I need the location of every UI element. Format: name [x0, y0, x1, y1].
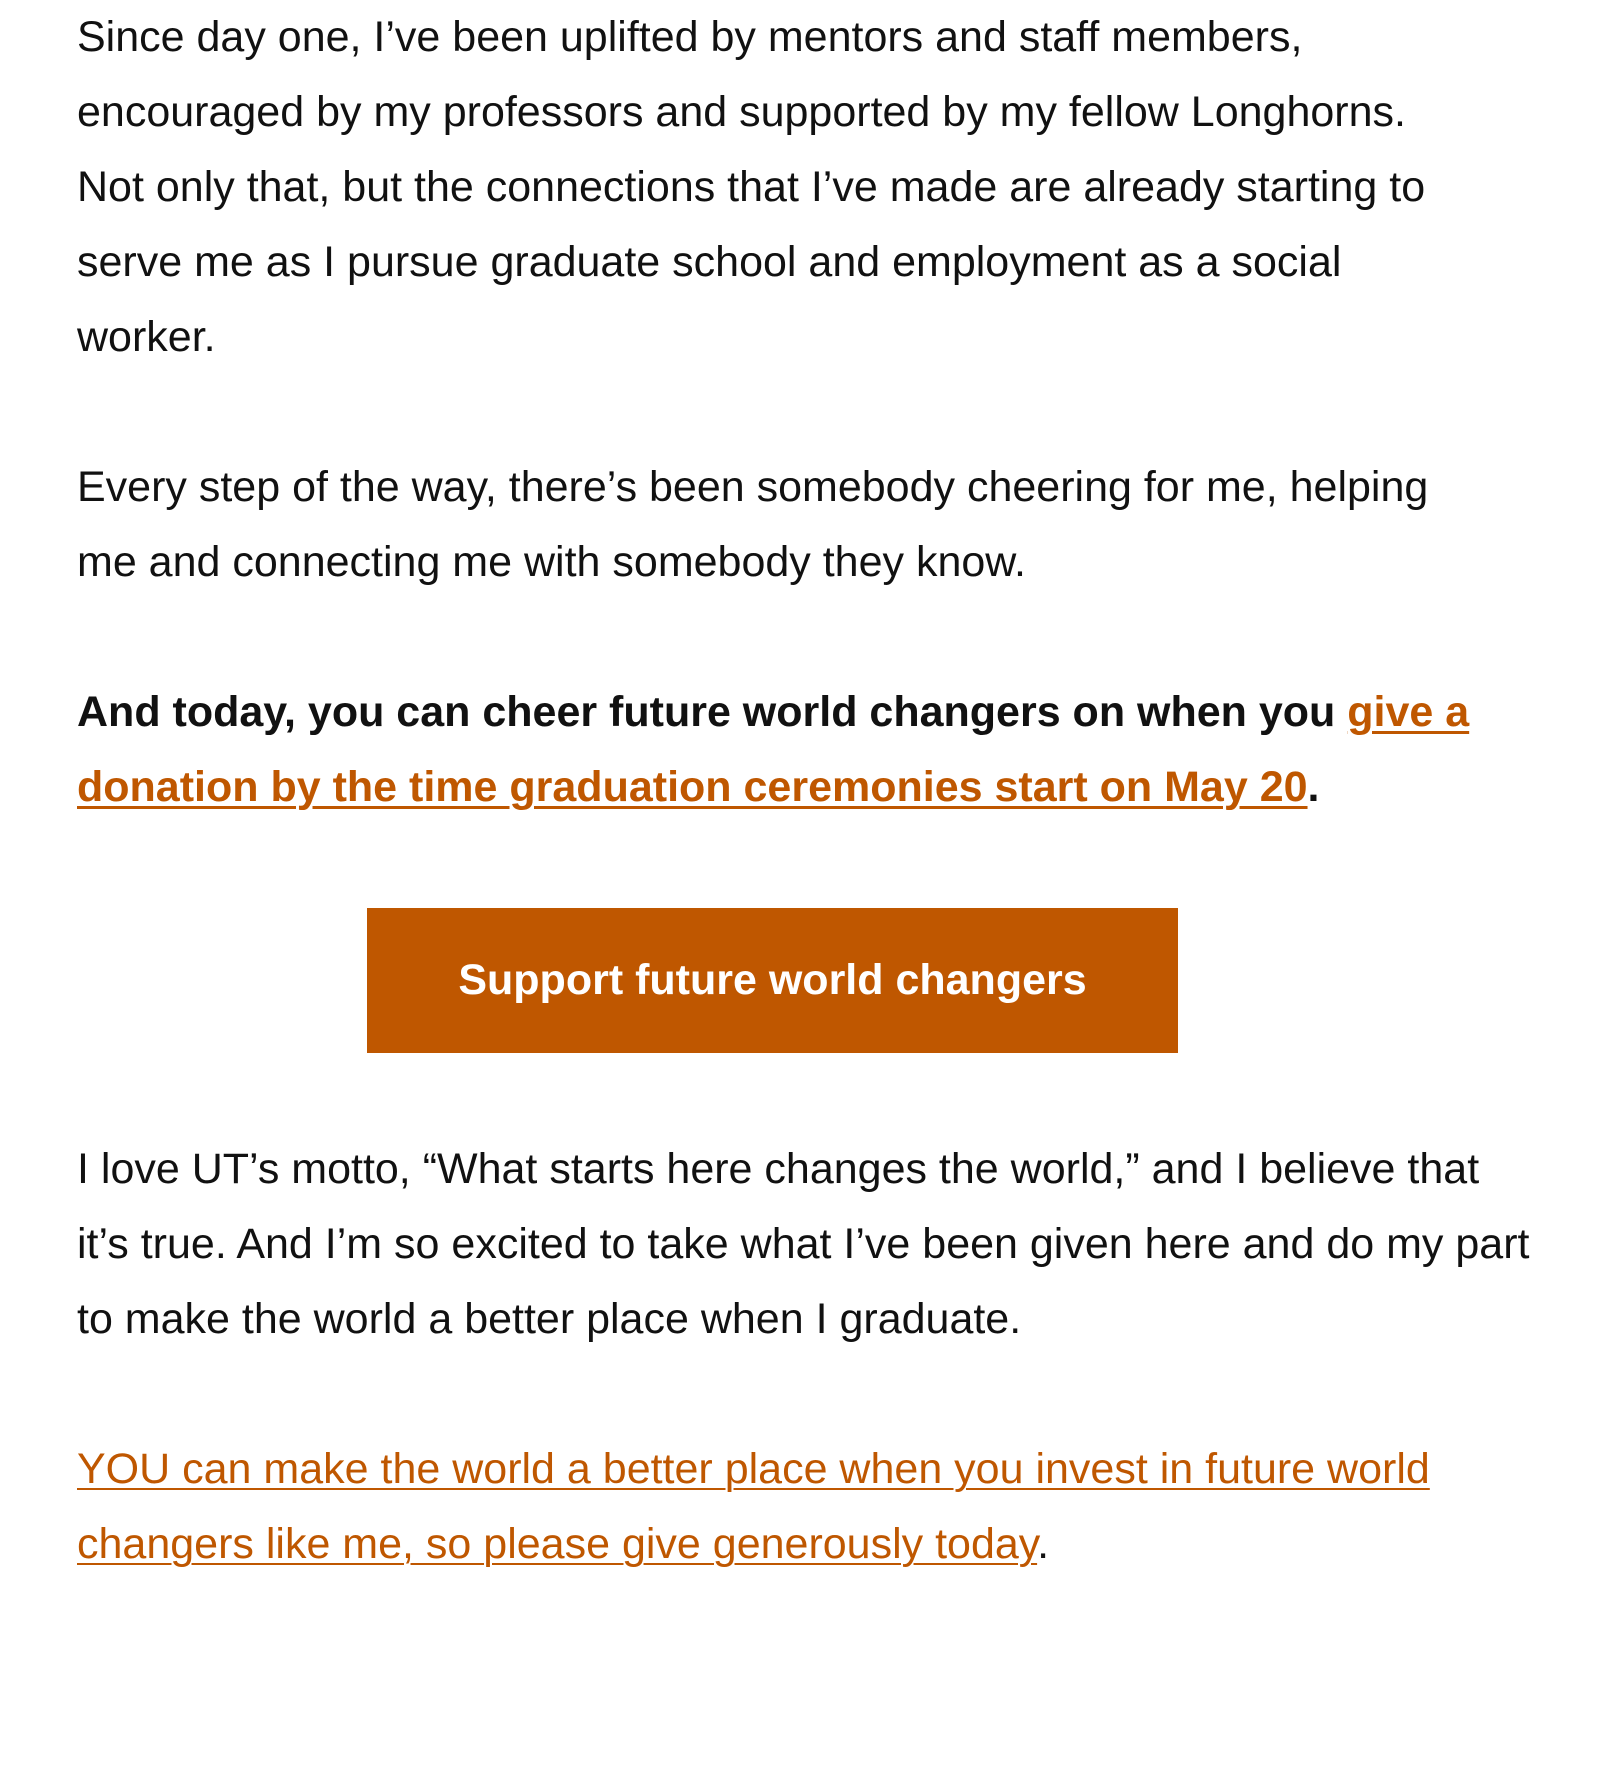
cta-container — [77, 908, 1547, 1053]
email-body — [77, 0, 1547, 1657]
support-future-world-changers-button[interactable]: Support future world changers — [367, 908, 1178, 1053]
donation-ask-text: And today, you can cheer future world changers on when you — [77, 688, 1348, 736]
period: . — [1307, 763, 1320, 811]
period: . — [1037, 1520, 1050, 1568]
give-generously-link[interactable]: YOU can make the world a better place when you invest in future world changers like me, so please give generously today — [77, 1445, 1430, 1568]
paragraph-give-generously — [77, 1432, 1517, 1582]
donation-deadline-link[interactable]: give a donation by the time graduation ceremonies start on May 20 — [77, 688, 1470, 811]
paragraph-cheering: Every step of the way, there’s been somebody cheering for me, helping me and connecting me with somebody they know. — [77, 463, 1429, 586]
paragraph-motto: I love UT’s motto, “What starts here changes the world,” and I believe that it’s true. And I’m so excited to take what I’ve been given here and do my part to make the world a better place when I graduate. — [77, 1145, 1530, 1343]
paragraph-mentors: Since day one, I’ve been uplifted by mentors and staff members, encouraged by my professors and supported by my fellow Longhorns. Not only that, but the connections that I’ve made are already starting to serve me as I pursue graduate school and employment as a social worker. — [77, 13, 1426, 361]
paragraph-donation-ask — [77, 675, 1517, 825]
